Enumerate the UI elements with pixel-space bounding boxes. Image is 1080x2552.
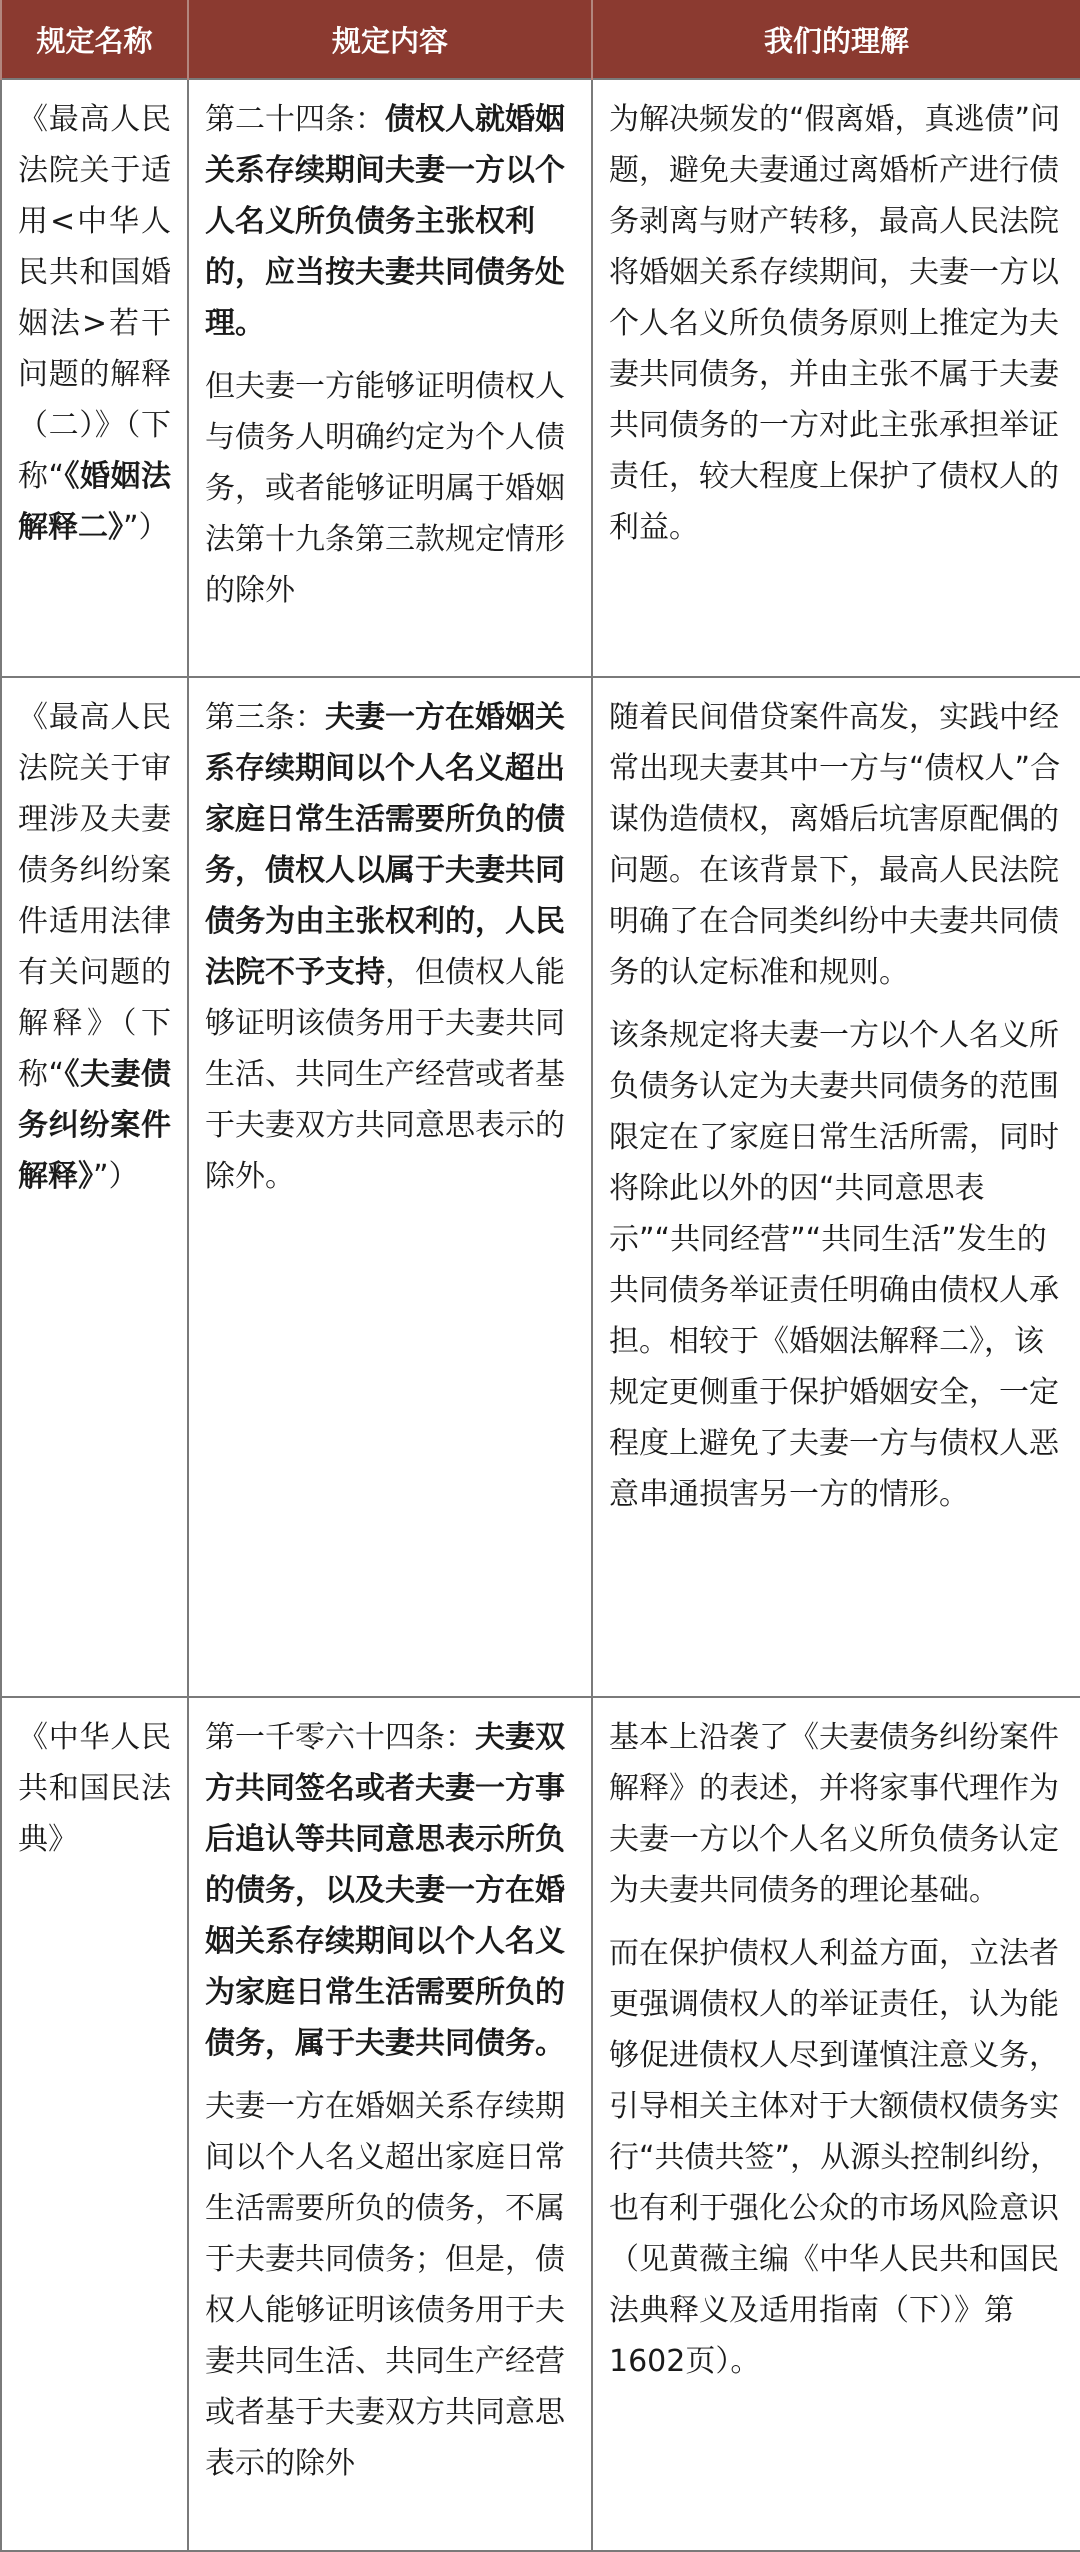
regulation-short-name: 《婚姻法解释二》 bbox=[18, 459, 172, 545]
understanding-cell bbox=[592, 677, 1080, 1697]
regulation-name-suffix: ”） bbox=[123, 510, 169, 545]
table-row bbox=[1, 1697, 1080, 2551]
regulation-name: 《最高人民法院关于审理涉及夫妻债务纠纷案件适用法律有关问题的解释》（下称“ bbox=[18, 700, 171, 1092]
regulation-name-cell bbox=[1, 677, 188, 1697]
content-paragraph: 第一千零六十四条：夫妻双方共同签名或者夫妻一方事后追认等共同意思表示所负的债务，以及夫妻一方在婚姻关系存续期间以个人名义为家庭日常生活需要所负的债务，属于夫妻共同债务。 bbox=[205, 1720, 565, 2061]
regulation-name-cell bbox=[1, 1697, 188, 2551]
content-paragraph: 但夫妻一方能够证明债权人与债务人明确约定为个人债务，或者能够证明属于婚姻法第十九条第三款规定情形的除外 bbox=[205, 369, 565, 608]
table-row bbox=[1, 677, 1080, 1697]
regulation-name: 《最高人民法院关于适用<中华人民共和国婚姻法>若干问题的解释（二）》（下称“ bbox=[18, 102, 171, 494]
regulation-name-cell bbox=[1, 79, 188, 677]
header-understanding: 我们的理解 bbox=[592, 0, 1080, 79]
understanding-paragraph: 为解决频发的“假离婚，真逃债”问题，避免夫妻通过离婚析产进行债务剥离与财产转移，最高人民法院将婚姻关系存续期间，夫妻一方以个人名义所负债务原则上推定为夫妻共同债务，并由主张不属于夫妻共同债务的一方对此主张承担举证责任，较大程度上保护了债权人的利益。 bbox=[609, 102, 1061, 545]
regulation-content-cell bbox=[188, 1697, 592, 2551]
header-name: 规定名称 bbox=[1, 0, 188, 79]
regulation-content-cell bbox=[188, 79, 592, 677]
regulation-content-cell bbox=[188, 677, 592, 1697]
understanding-cell bbox=[592, 1697, 1080, 2551]
header-row bbox=[1, 0, 1080, 79]
understanding-paragraph: 随着民间借贷案件高发，实践中经常出现夫妻其中一方与“债权人”合谋伪造债权，离婚后坑害原配偶的问题。在该背景下，最高人民法院明确了在合同类纠纷中夫妻共同债务的认定标准和规则。 bbox=[609, 700, 1061, 990]
understanding-cell bbox=[592, 79, 1080, 677]
regulation-name: 《中华人民共和国民法典》 bbox=[18, 1720, 171, 1857]
content-paragraph: 第三条：夫妻一方在婚姻关系存续期间以个人名义超出家庭日常生活需要所负的债务，债权人以属于夫妻共同债务为由主张权利的，人民法院不予支持，但债权人能够证明该债务用于夫妻共同生活、共同生产经营或者基于夫妻双方共同意思表示的除外。 bbox=[205, 700, 565, 1194]
understanding-paragraph: 基本上沿袭了《夫妻债务纠纷案件解释》的表述，并将家事代理作为夫妻一方以个人名义所负债务认定为夫妻共同债务的理论基础。 bbox=[609, 1720, 1059, 1908]
content-paragraph: 夫妻一方在婚姻关系存续期间以个人名义超出家庭日常生活需要所负的债务，不属于夫妻共同债务；但是，债权人能够证明该债务用于夫妻共同生活、共同生产经营或者基于夫妻双方共同意思表示的除外 bbox=[205, 2089, 565, 2481]
regulation-name-suffix: ”） bbox=[93, 1159, 139, 1194]
header-content: 规定内容 bbox=[188, 0, 592, 79]
regulation-short-name: 《夫妻债务纠纷案件解释》 bbox=[18, 1057, 172, 1194]
content-paragraph: 第二十四条：债权人就婚姻关系存续期间夫妻一方以个人名义所负债务主张权利的，应当按夫妻共同债务处理。 bbox=[205, 102, 565, 341]
understanding-paragraph: 该条规定将夫妻一方以个人名义所负债务认定为夫妻共同债务的范围限定在了家庭日常生活所需，同时将除此以外的因“共同意思表示”“共同经营”“共同生活”发生的共同债务举证责任明确由债权人承担。相较于《婚姻法解释二》，该规定更侧重于保护婚姻安全，一定程度上避免了夫妻一方与债权人恶意串通损害另一方的情形。 bbox=[609, 1018, 1059, 1512]
table-row bbox=[1, 79, 1080, 677]
understanding-paragraph: 而在保护债权人利益方面，立法者更强调债权人的举证责任，认为能够促进债权人尽到谨慎注意义务，引导相关主体对于大额债权债务实行“共债共签”，从源头控制纠纷，也有利于强化公众的市场风险意识（见黄薇主编《中华人民共和国民法典释义及适用指南（下）》第1602页）。 bbox=[609, 1936, 1061, 2379]
